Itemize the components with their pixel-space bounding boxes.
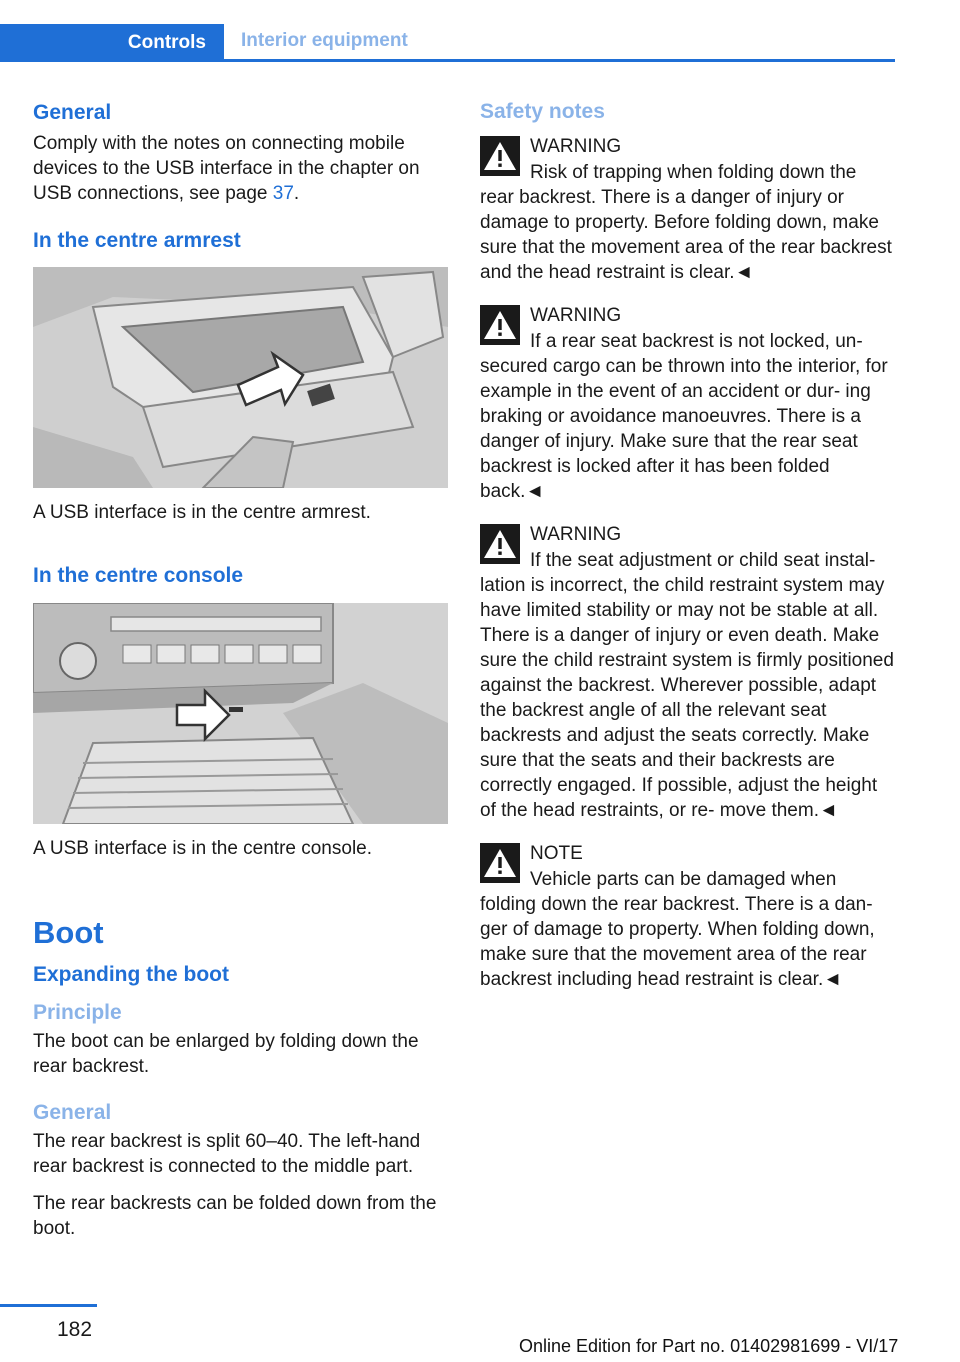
warning-label: WARNING [530, 305, 622, 326]
warning-triangle-icon [480, 524, 520, 564]
note-label: NOTE [530, 843, 583, 864]
warning-triangle-icon [480, 305, 520, 345]
warning-triangle-icon [480, 136, 520, 176]
warning-label: WARNING [530, 136, 622, 157]
console-heading: In the centre console [33, 564, 244, 588]
note-text-rest: folding down the rear backrest. There is a dan‐ ger of damage to property. When folding down, make sure that the movement area of the rear backrest including head restraint is clear.◄ [480, 894, 875, 990]
page-link-37[interactable]: 37 [272, 183, 294, 205]
general-text-end: . [293, 183, 300, 205]
page-header [0, 0, 895, 62]
page-number: 182 [57, 1318, 93, 1341]
principle-heading: Principle [33, 1000, 122, 1024]
principle-text: The boot can be enlarged by folding down the rear backrest. [33, 1030, 419, 1077]
warning-text-first: Risk of trapping when folding down the [530, 162, 857, 183]
general-boot-text-2: The rear backrests can be folded down from the boot. [33, 1192, 437, 1239]
general-boot-heading: General [33, 1100, 112, 1124]
right-column [480, 100, 895, 1006]
general-paragraph [33, 131, 448, 206]
general-heading: General [33, 101, 112, 124]
note-block [480, 841, 895, 992]
boot-heading: Boot [33, 914, 104, 950]
tab-interior-equipment[interactable] [241, 30, 408, 52]
warning-block-2 [480, 303, 895, 504]
edition-text: Online Edition for Part no. 01402981699 - VI/17 [519, 1336, 899, 1356]
warning-text-rest: rear backrest. There is a danger of injury or damage to property. Before folding down, make sure that the movement area of the rear backrest and the head restraint is clear.◄ [480, 187, 892, 283]
console-figure [33, 603, 448, 824]
armrest-heading: In the centre armrest [33, 229, 241, 253]
note-text [480, 867, 895, 992]
warning-text [480, 160, 895, 285]
general-text: Comply with the notes on connecting mobile devices to the USB interface in the chapter on USB connections, see page [33, 133, 420, 205]
tab-controls[interactable] [0, 24, 224, 62]
warning-label: WARNING [530, 524, 622, 545]
tab-interior-equipment-label: Interior equipment [241, 30, 408, 51]
armrest-illustration [33, 267, 448, 488]
left-column [33, 100, 448, 1253]
warning-text-rest: secured cargo can be thrown into the interior, for example in the event of an accident or dur‐ ing braking or avoidance manoeuvres. There is a danger of injury. Make sure that the rear seat backrest is locked after it has been folded back.◄ [480, 356, 888, 502]
warning-text-first: If a rear seat backrest is not locked, un‐ [530, 331, 863, 352]
note-text-first: Vehicle parts can be damaged when [530, 869, 837, 890]
warning-block-1 [480, 134, 895, 285]
armrest-figure [33, 267, 448, 488]
warning-block-3 [480, 522, 895, 823]
console-caption: A USB interface is in the centre console. [33, 837, 373, 859]
header-divider [0, 59, 895, 62]
console-illustration [33, 603, 448, 824]
armrest-caption: A USB interface is in the centre armrest. [33, 502, 371, 524]
warning-text [480, 329, 895, 504]
footer-divider [0, 1304, 97, 1307]
warning-text-rest: lation is incorrect, the child restraint system may have limited stability or may not be stable at all. There is a danger of injury or even death. Make sure the child restraint system is firmly positioned against the backrest. Wherever possible, adapt the backrest angle of all the relevant seat backrests and adjust the seats correctly. Make sure that the seats and their backrests are correctly engaged. If possible, adjust the height of the head restraints, or re‐ move them.◄ [480, 575, 894, 821]
warning-triangle-icon [480, 843, 520, 883]
safety-notes-heading: Safety notes [480, 100, 605, 123]
warning-text [480, 548, 895, 823]
general-boot-text-1: The rear backrest is split 60–40. The left-hand rear backrest is connected to the middle part. [33, 1130, 421, 1177]
warning-text-first: If the seat adjustment or child seat instal‐ [530, 550, 876, 571]
expanding-boot-heading: Expanding the boot [33, 962, 229, 986]
tab-controls-label: Controls [127, 32, 206, 53]
